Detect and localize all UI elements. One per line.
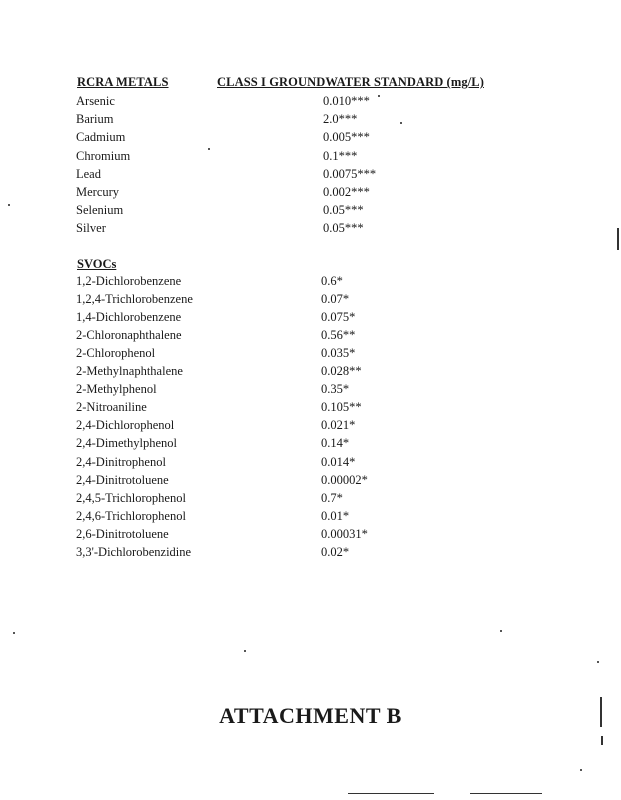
- svoc-row: [0, 273, 621, 290]
- svoc-row: [0, 490, 621, 507]
- svoc-standard-value: 0.014*: [321, 454, 356, 469]
- svoc-row: [0, 381, 621, 398]
- svoc-standard-value: 0.035*: [321, 346, 356, 361]
- scan-edge-mark: [600, 697, 602, 727]
- svoc-standard-value: 0.00002*: [321, 472, 368, 487]
- metal-row: [0, 93, 621, 110]
- scan-edge-mark: [601, 736, 603, 745]
- metal-row: [0, 129, 621, 146]
- svoc-name: 2-Methylphenol: [76, 382, 157, 397]
- svoc-name: 2,4-Dimethylphenol: [76, 436, 178, 451]
- metal-row: [0, 111, 621, 128]
- metal-standard-value: 0.002***: [323, 185, 370, 199]
- scan-edge-mark: [617, 228, 619, 250]
- svocs-heading: SVOCs: [77, 257, 117, 271]
- svoc-standard-value: 0.02*: [321, 544, 350, 559]
- metal-standard-value: 0.005***: [323, 130, 370, 145]
- scan-speck: [208, 148, 210, 150]
- metal-row: [0, 202, 621, 219]
- metal-name: Arsenic: [76, 94, 115, 108]
- svoc-name: 2,4-Dinitrophenol: [76, 454, 166, 469]
- svoc-standard-value: 0.56**: [321, 328, 356, 343]
- metal-name: Cadmium: [76, 130, 126, 145]
- scan-speck: [13, 632, 15, 634]
- metal-standard-value: 0.05***: [323, 203, 364, 218]
- svoc-row: [0, 345, 621, 362]
- svoc-standard-value: 0.7*: [321, 490, 343, 505]
- svoc-name: 1,2-Dichlorobenzene: [76, 274, 182, 288]
- svoc-standard-value: 0.14*: [321, 436, 350, 451]
- svoc-name: 1,2,4-Trichlorobenzene: [76, 292, 193, 307]
- svoc-standard-value: 0.021*: [321, 418, 356, 433]
- scan-speck: [8, 204, 10, 206]
- svoc-standard-value: 0.01*: [321, 508, 350, 523]
- metal-standard-value: 0.05***: [323, 221, 364, 236]
- metal-standard-value: 0.0075***: [323, 166, 377, 181]
- metal-standard-value: 2.0***: [323, 112, 358, 127]
- svoc-row: [0, 544, 621, 561]
- svoc-row: [0, 508, 621, 525]
- metal-name: Mercury: [76, 185, 120, 199]
- svoc-name: 1,4-Dichlorobenzene: [76, 310, 182, 325]
- scan-speck: [378, 95, 380, 97]
- svoc-name: 2-Chlorophenol: [76, 346, 156, 361]
- metal-name: Chromium: [76, 148, 131, 163]
- scan-speck: [580, 769, 582, 771]
- svoc-row: [0, 309, 621, 326]
- svoc-standard-value: 0.35*: [321, 382, 350, 397]
- svoc-standard-value: 0.075*: [321, 310, 356, 325]
- metal-name: Barium: [76, 112, 114, 127]
- svoc-name: 2-Chloronaphthalene: [76, 328, 182, 343]
- svoc-row: [0, 417, 621, 434]
- metal-name: Selenium: [76, 203, 124, 218]
- svoc-row: [0, 454, 621, 471]
- metal-name: Silver: [76, 221, 106, 236]
- metal-row: [0, 148, 621, 165]
- metal-row: [0, 220, 621, 237]
- scan-speck: [400, 122, 402, 124]
- svoc-row: [0, 435, 621, 452]
- scan-speck: [597, 661, 599, 663]
- metal-standard-value: 0.010***: [323, 94, 370, 108]
- svoc-row: [0, 472, 621, 489]
- svoc-name: 2-Nitroaniline: [76, 400, 147, 415]
- svoc-standard-value: 0.028**: [321, 364, 362, 379]
- svoc-row: [0, 526, 621, 543]
- scan-speck: [244, 650, 246, 652]
- svoc-name: 2-Methylnaphthalene: [76, 364, 183, 379]
- rcra-metals-heading: RCRA METALS: [77, 75, 169, 89]
- svoc-standard-value: 0.07*: [321, 292, 350, 307]
- svoc-name: 3,3'-Dichlorobenzidine: [76, 544, 192, 559]
- metal-row: [0, 184, 621, 201]
- svoc-name: 2,4,5-Trichlorophenol: [76, 490, 186, 505]
- metal-standard-value: 0.1***: [323, 148, 358, 163]
- groundwater-standard-heading: CLASS I GROUNDWATER STANDARD (mg/L): [217, 75, 484, 89]
- metal-row: [0, 166, 621, 183]
- scan-edge-mark: [470, 793, 542, 794]
- attachment-title: ATTACHMENT B: [219, 703, 402, 728]
- svoc-name: 2,4-Dinitrotoluene: [76, 472, 169, 487]
- svoc-row: [0, 363, 621, 380]
- svoc-standard-value: 0.6*: [321, 274, 343, 288]
- svoc-name: 2,6-Dinitrotoluene: [76, 526, 169, 541]
- svoc-row: [0, 291, 621, 308]
- scan-speck: [500, 630, 502, 632]
- svoc-standard-value: 0.105**: [321, 400, 362, 415]
- metal-name: Lead: [76, 166, 101, 181]
- svoc-name: 2,4,6-Trichlorophenol: [76, 508, 186, 523]
- scan-edge-mark: [348, 793, 434, 794]
- svoc-standard-value: 0.00031*: [321, 526, 368, 541]
- svoc-row: [0, 399, 621, 416]
- svoc-row: [0, 327, 621, 344]
- svoc-name: 2,4-Dichlorophenol: [76, 418, 175, 433]
